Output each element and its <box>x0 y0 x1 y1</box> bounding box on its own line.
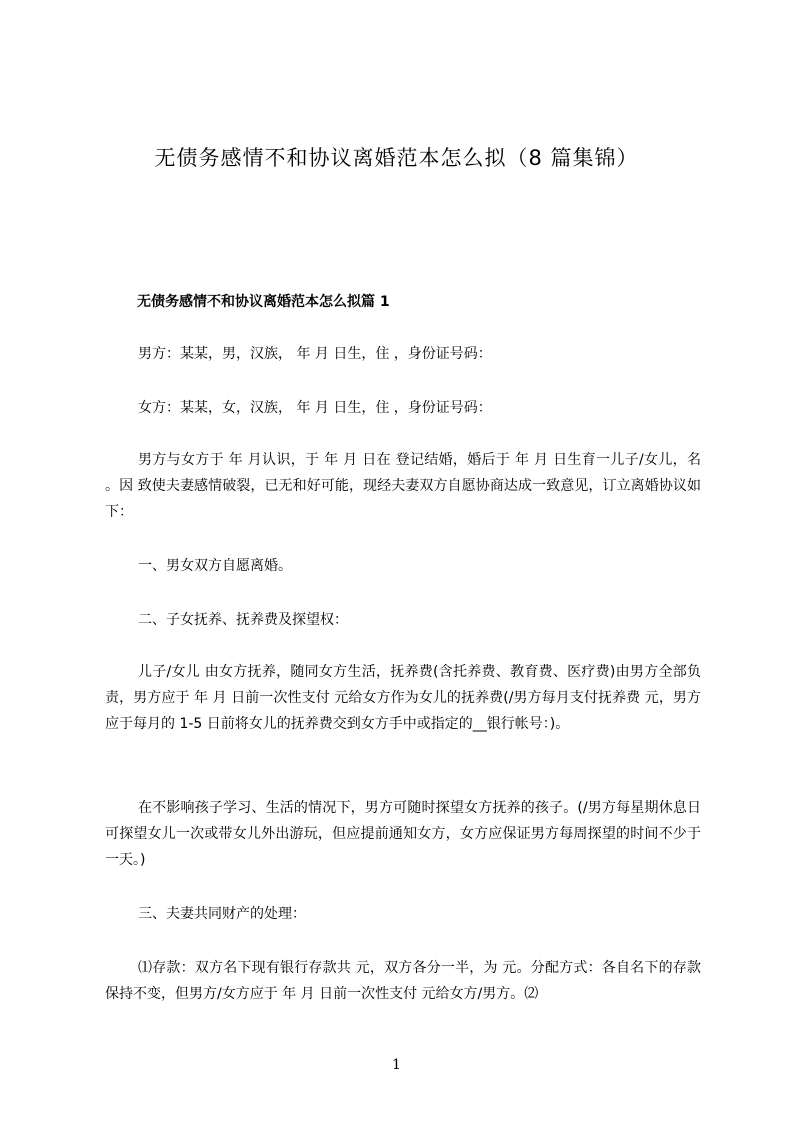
paragraph-female-party: 女方：某某，女，汉族， 年 月 日生，住 ，身份证号码： <box>138 400 492 416</box>
paragraph-visitation: 在不影响孩子学习、生活的情况下，男方可随时探望女方抚养的孩子。(/男方每星期休息日可探望女儿一次或带女儿外出游玩，但应提前通知女方，女方应保证男方每周探望的时间不少于一天。) <box>105 800 701 868</box>
paragraph-clause-2-heading: 二、子女抚养、抚养费及探望权： <box>138 612 348 628</box>
document-title: 无债务感情不和协议离婚范本怎么拟（8 篇集锦） <box>154 146 639 170</box>
paragraph-clause-3-heading: 三、夫妻共同财产的处理： <box>138 906 306 922</box>
paragraph-male-party: 男方：某某，男，汉族， 年 月 日生，住 ，身份证号码： <box>138 346 492 362</box>
paragraph-marriage-background: 男方与女方于 年 月认识，于 年 月 日在 登记结婚，婚后于 年 月 日生育一儿子/女儿，名 。因 致使夫妻感情破裂，已无和好可能，现经夫妻双方自愿协商达成一致意见，订立离婚协议如下： <box>105 452 701 520</box>
section-heading: 无债务感情不和协议离婚范本怎么拟篇 1 <box>137 294 390 310</box>
paragraph-child-support: 儿子/女儿 由女方抚养，随同女方生活，抚养费(含托养费、教育费、医疗费)由男方全部负责，男方应于 年 月 日前一次性支付 元给女方作为女儿的抚养费(/男方每月支付抚养费 元，男方应于每月的 1-5 日前将女儿的抚养费交到女方手中或指定的__银行帐号：)。 <box>105 664 701 732</box>
paragraph-clause-1: 一、男女双方自愿离婚。 <box>138 558 292 574</box>
page-number: 1 <box>392 1057 401 1073</box>
paragraph-savings: ⑴存款：双方名下现有银行存款共 元，双方各分一半，为 元。分配方式：各自名下的存款保持不变，但男方/女方应于 年 月 日前一次性支付 元给女方/男方。⑵ <box>105 960 701 1002</box>
